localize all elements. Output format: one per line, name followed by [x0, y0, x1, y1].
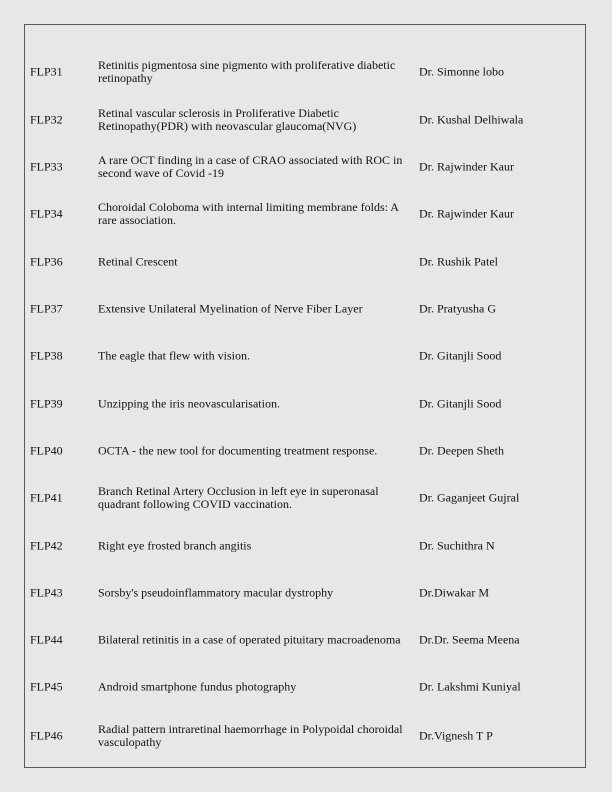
entry-title: Extensive Unilateral Myelination of Nerve Fiber Layer [98, 301, 363, 316]
entry-author: Dr. Pratyusha G [419, 301, 496, 316]
entry-row [25, 98, 585, 142]
entry-author: Dr. Gitanjli Sood [419, 348, 502, 363]
entry-title: Retinitis pigmentosa sine pigmento with proliferative diabetic retinopathy [98, 58, 396, 85]
entry-title: Android smartphone fundus photography [98, 679, 297, 694]
entry-code: FLP43 [30, 585, 63, 600]
entry-author: Dr. Suchithra N [419, 538, 495, 553]
entry-title: Retinal Crescent [98, 254, 178, 269]
entry-title: Radial pattern intraretinal haemorrhage in Polypoidal choroidal vasculopathy [98, 722, 403, 749]
entry-code: FLP46 [30, 728, 63, 743]
entry-title: Sorsby's pseudoinflammatory macular dystrophy [98, 585, 334, 600]
entry-code: FLP41 [30, 490, 63, 505]
entry-author: Dr. Kushal Delhiwala [419, 112, 524, 127]
document-page [24, 24, 586, 768]
entry-author: Dr.Dr. Seema Meena [419, 632, 520, 647]
entry-title: Branch Retinal Artery Occlusion in left eye in superonasal quadrant following COVID vaccination. [98, 484, 379, 511]
entry-author: Dr. Gitanjli Sood [419, 396, 502, 411]
entry-row [25, 240, 585, 284]
entry-author: Dr. Rajwinder Kaur [419, 159, 514, 174]
entry-title: The eagle that flew with vision. [98, 348, 250, 363]
entry-title: A rare OCT finding in a case of CRAO associated with ROC in second wave of Covid -19 [98, 153, 403, 180]
entry-code: FLP39 [30, 396, 63, 411]
entry-code: FLP45 [30, 679, 63, 694]
entry-title: Bilateral retinitis in a case of operated pituitary macroadenoma [98, 632, 401, 647]
entry-row [25, 524, 585, 568]
entry-title: Choroidal Coloboma with internal limiting membrane folds: A rare association. [98, 200, 399, 227]
entry-row [25, 665, 585, 709]
entry-title: Unzipping the iris neovascularisation. [98, 396, 280, 411]
entry-author: Dr. Rushik Patel [419, 254, 499, 269]
entry-author: Dr. Lakshmi Kuniyal [419, 679, 521, 694]
entry-row [25, 145, 585, 189]
entry-code: FLP32 [30, 112, 63, 127]
entry-row [25, 334, 585, 378]
entry-title: Retinal vascular sclerosis in Proliferative Diabetic Retinopathy(PDR) with neovascular glaucoma(NVG) [98, 106, 357, 133]
entry-author: Dr.Vignesh T P [419, 728, 493, 743]
entry-title: OCTA - the new tool for documenting treatment response. [98, 443, 378, 458]
entry-author: Dr. Simonne lobo [419, 64, 505, 79]
entry-code: FLP36 [30, 254, 63, 269]
entry-row [25, 476, 585, 520]
entry-code: FLP44 [30, 632, 63, 647]
entry-row [25, 618, 585, 662]
entry-code: FLP37 [30, 301, 63, 316]
entry-row [25, 50, 585, 94]
entry-row [25, 714, 585, 758]
entry-row [25, 429, 585, 473]
entry-row [25, 287, 585, 331]
entry-author: Dr. Deepen Sheth [419, 443, 504, 458]
entry-code: FLP40 [30, 443, 63, 458]
entry-code: FLP31 [30, 64, 63, 79]
entry-author: Dr. Gaganjeet Gujral [419, 490, 520, 505]
entry-code: FLP34 [30, 206, 63, 221]
entry-row [25, 192, 585, 236]
entry-row [25, 382, 585, 426]
entry-title: Right eye frosted branch angitis [98, 538, 252, 553]
entry-author: Dr. Rajwinder Kaur [419, 206, 514, 221]
entry-author: Dr.Diwakar M [419, 585, 489, 600]
entry-code: FLP33 [30, 159, 63, 174]
entry-code: FLP38 [30, 348, 63, 363]
entry-row [25, 571, 585, 615]
entry-code: FLP42 [30, 538, 63, 553]
